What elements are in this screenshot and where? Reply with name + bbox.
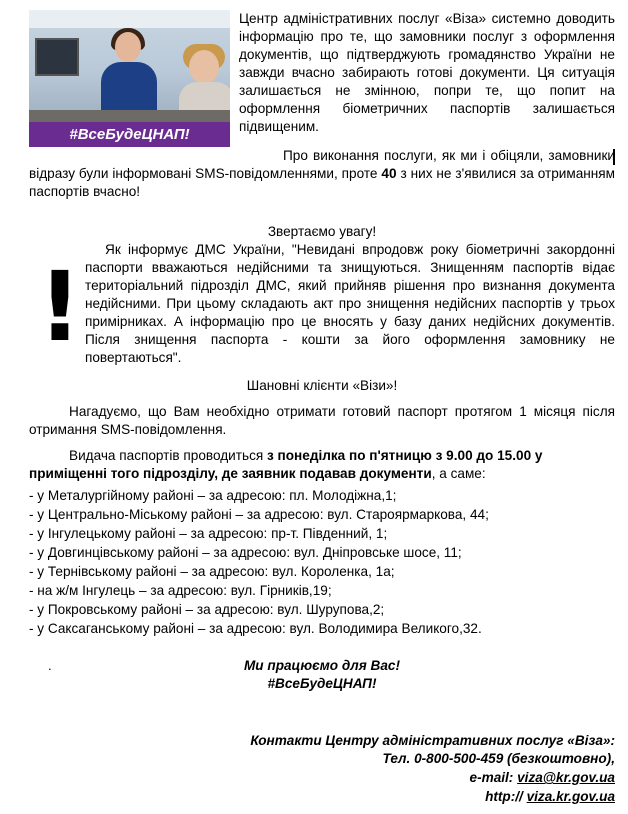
photo-wall-banner [29, 10, 230, 28]
promise-text-b: з них не з'явилися за отриманням паспортів вчасно! [29, 166, 615, 199]
notice-text: Як інформує ДМС України, "Невидані впродовж року біометричні закордонні паспорти вважаються недійсними та знищуються. Знищенням паспортів відає територіальний підрозділ ДМС, який прийняв рішення про визнання документа недійсними. При цьому складають акт про знищення недійсних паспортів у трьох примірниках. А інформацію про це вносять у базу даних недійсних документів. Після знищення паспорта - кошти за його оформлення замовнику не повертаються". [85, 242, 615, 365]
photo-hashtag-banner: #ВсеБудеЦНАП! [29, 122, 230, 147]
email-label: e-mail: [469, 770, 518, 785]
address-item: - на ж/м Інгулець – за адресою: вул. Гірників,19; [29, 583, 332, 598]
address-item: - у Покровському районі – за адресою: вул. Шурупова,2; [29, 602, 385, 617]
reminder-paragraph: Нагадуємо, що Вам необхідно отримати готовий паспорт протягом 1 місяця після отримання SMS-повідомлення. [29, 404, 615, 437]
address-item: - у Центрально-Міському районі – за адресою: вул. Староярмаркова, 44; [29, 507, 489, 522]
promise-paragraph [29, 147, 615, 201]
web-link[interactable]: viza.kr.gov.ua [526, 789, 615, 804]
address-item: - у Тернівському районі – за адресою: вул. Короленка, 1а; [29, 564, 395, 579]
schedule-lead: Видача паспортів проводиться [69, 448, 267, 463]
contacts-email-line [200, 769, 615, 787]
address-item: - у Саксаганському районі – за адресою: вул. Володимира Великого,32. [29, 621, 482, 636]
email-link[interactable]: viza@kr.gov.ua [517, 770, 615, 785]
address-item: - у Металургійному районі – за адресою: пл. Молодіжна,1; [29, 488, 397, 503]
monitor-shape [35, 38, 79, 76]
closing-slogan: Ми працюємо для Вас! [243, 658, 400, 673]
desk-shape [29, 110, 230, 122]
promise-text-a: Про виконання послуги, як ми і обіцяли, замовники відразу були інформовані SMS-повідомленнями, проте [29, 148, 615, 181]
closing-hashtag: #ВсеБудеЦНАП! [267, 676, 377, 691]
schedule-paragraph [29, 447, 589, 483]
consultant-figure [99, 32, 159, 122]
contacts-heading: Контакти Центру адміністративних послуг «Віза»: [250, 733, 615, 748]
exclamation-mark: ! [38, 251, 82, 363]
address-item: - у Інгулецькому районі – за адресою: пр-т. Південний, 1; [29, 526, 388, 541]
address-item: - у Довгинцівському районі – за адресою: вул. Дніпровське шосе, 11; [29, 545, 462, 560]
promise-count: 40 [381, 166, 397, 181]
promo-photo [29, 10, 230, 147]
schedule-hours: з понеділка по п'ятницю з 9.00 до 15.00 у приміщенні того підрозділу, де заявник подавав документи [29, 448, 543, 481]
schedule-tail: , а саме: [431, 466, 486, 481]
web-label: http:// [485, 789, 527, 804]
intro-paragraph: Центр адміністративних послуг «Віза» системно доводить інформацію про те, що замовники послуг з оформлення документів, що підтверджують громадянство України не завжди вчасно забирають готові документи. Ця ситуація залишається не змінною, попри те, що попит на оформлення біометричних паспортів залишається підвищеним. [239, 11, 615, 134]
stray-dot: . [48, 658, 52, 673]
notice-heading: Звертаємо увагу! [267, 224, 377, 239]
clients-greeting: Шановні клієнти «Візи»! [246, 378, 398, 393]
contacts-web-line [200, 788, 615, 806]
contacts-phone: Тел. 0-800-500-459 (безкоштовно), [382, 751, 615, 766]
address-list [29, 486, 614, 638]
